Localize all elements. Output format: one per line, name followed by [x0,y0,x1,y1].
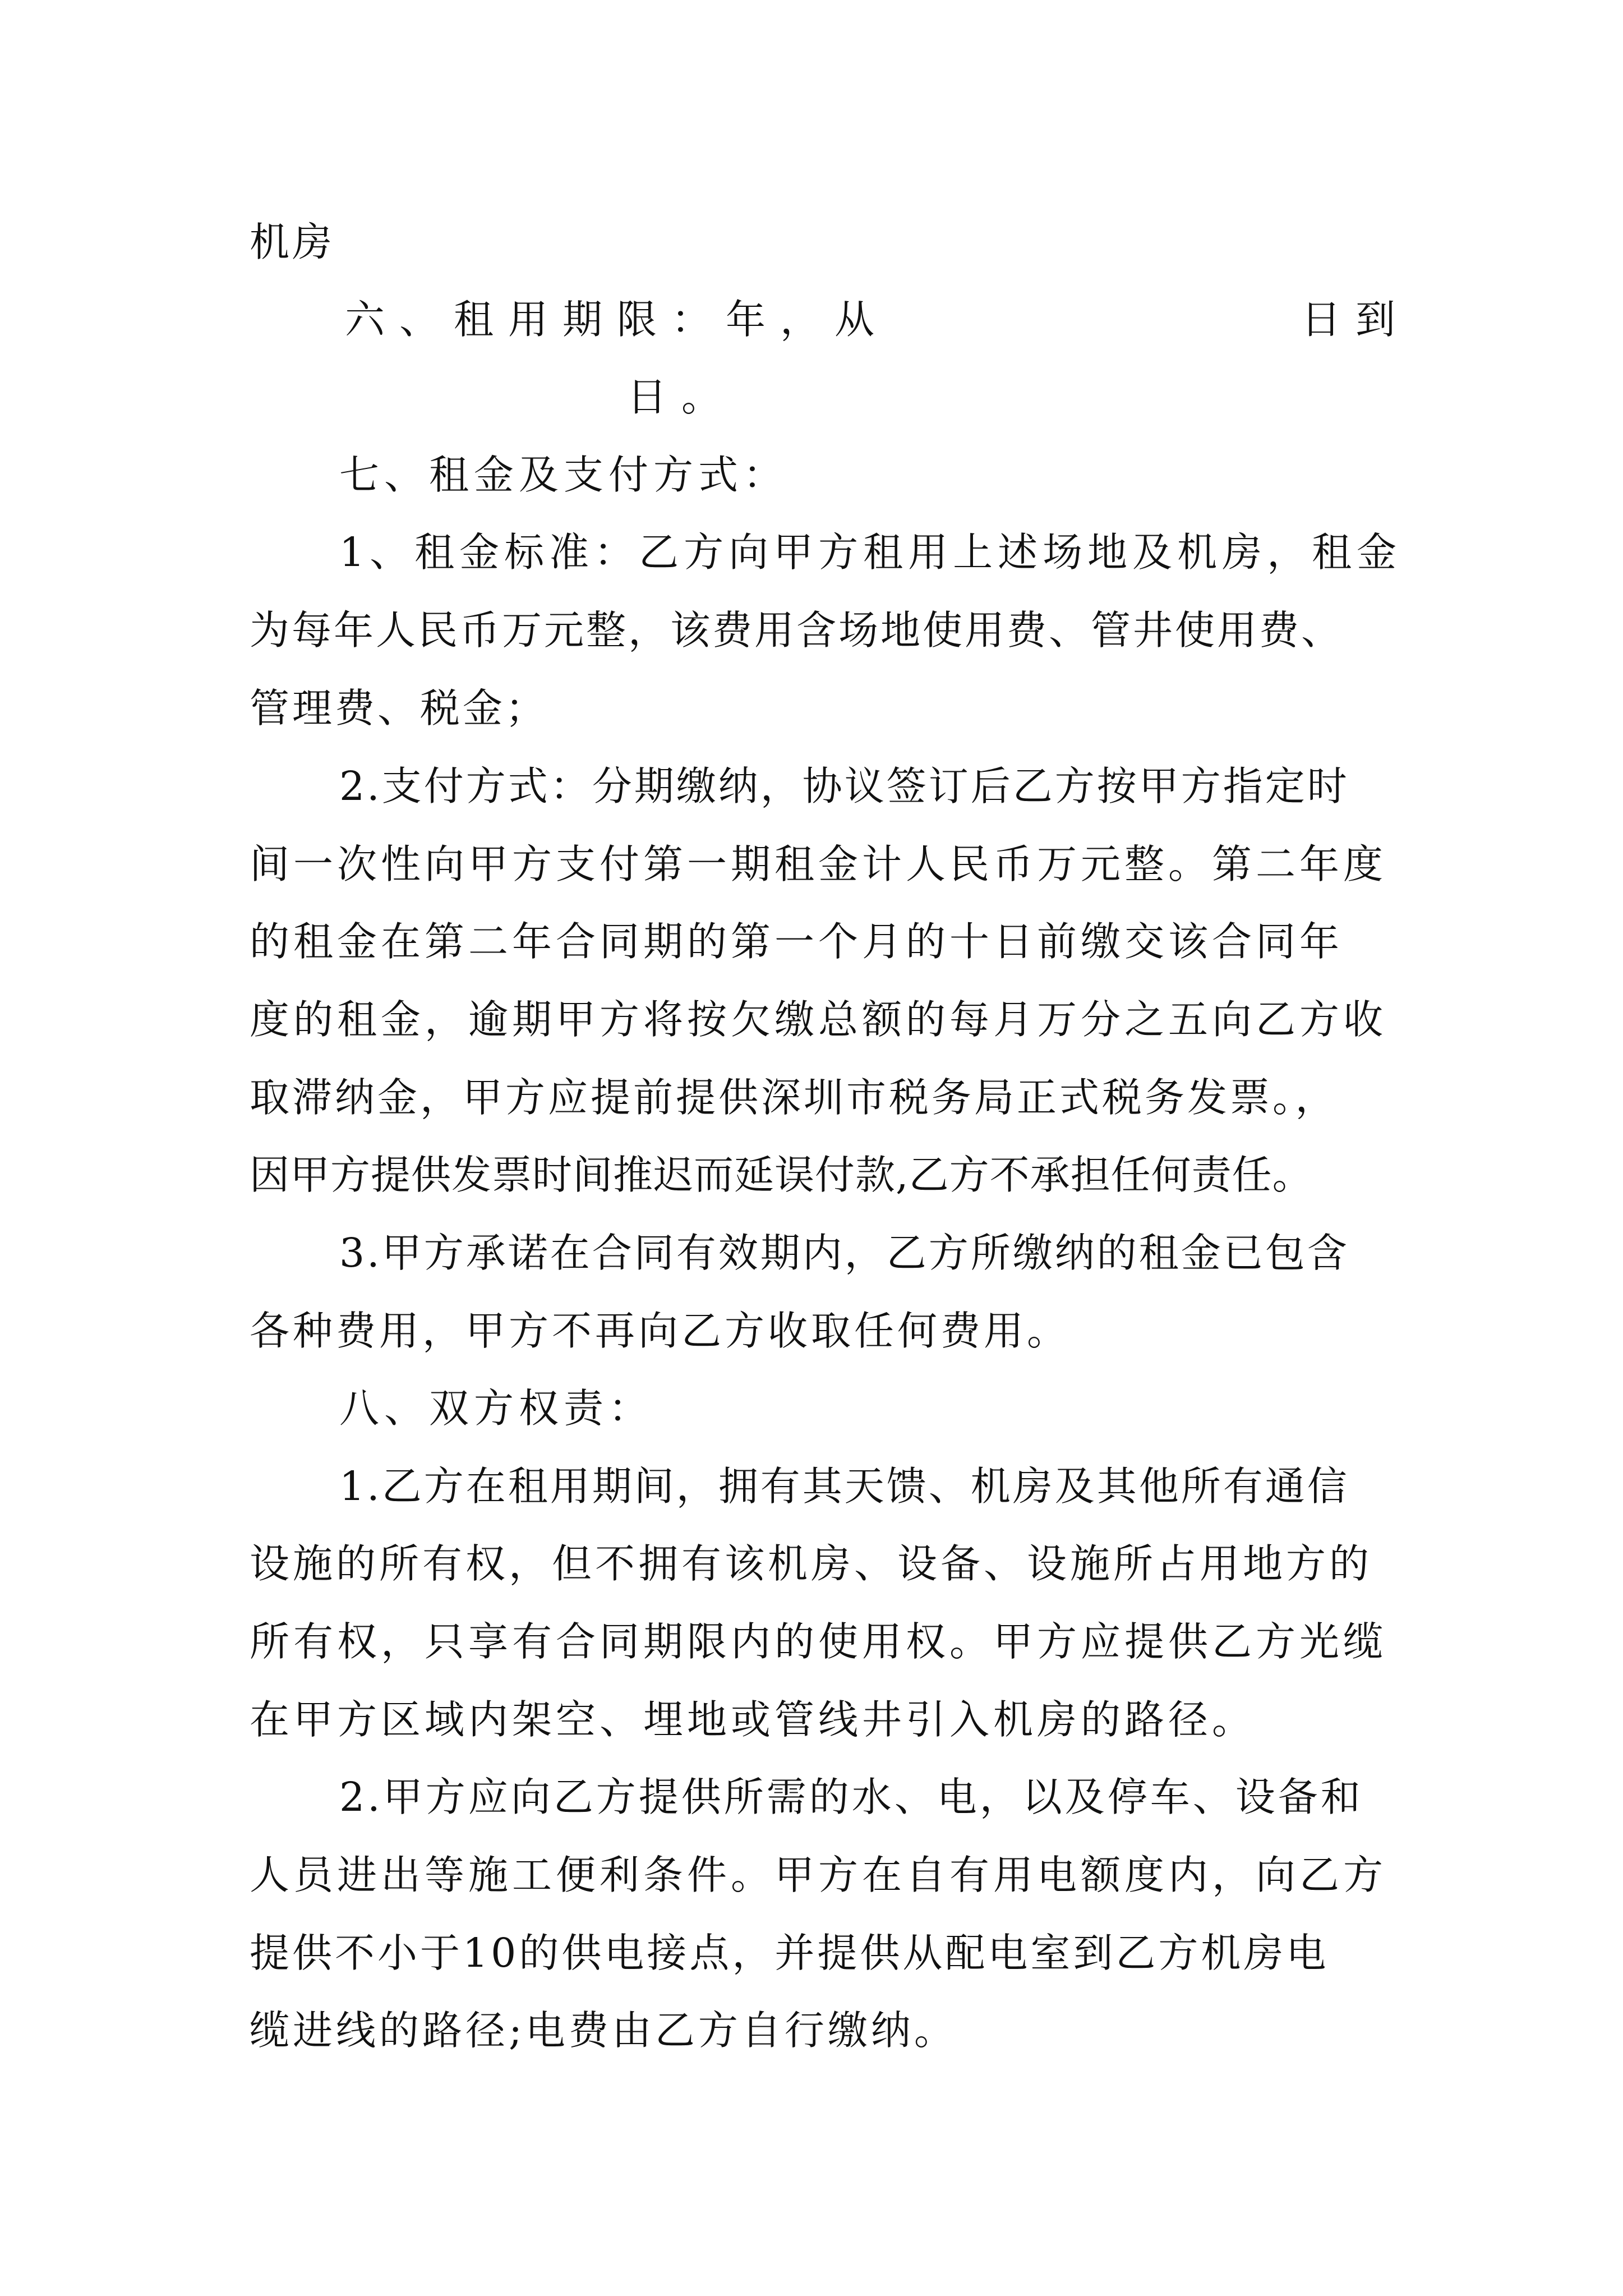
text-line: 机房 [250,219,335,265]
text-line: 间一次性向甲方支付第一期租金计人民币万元整。第二年度 [250,841,1387,887]
text-line: 1、租金标准：乙方向甲方租用上述场地及机房，租金 [339,529,1402,576]
text-line: 因甲方提供发票时间推迟而延误付款,乙方不承担任何责任。 [250,1152,1313,1198]
text-line: 2.甲方应向乙方提供所需的水、电，以及停车、设备和 [339,1774,1363,1820]
section-heading-term: 六、租用期限：年，从 [345,296,889,343]
text-line: 所有权，只享有合同期限内的使用权。甲方应提供乙方光缆 [250,1618,1387,1665]
text-line: 各种费用，甲方不再向乙方收取任何费用。 [250,1308,1071,1354]
text-line: 管理费、税金； [250,685,548,731]
text-line: 设施的所有权，但不拥有该机房、设备、设施所占用地方的 [250,1540,1373,1587]
text-line: 人员进出等施工便利条件。甲方在自有用电额度内，向乙方 [250,1852,1387,1898]
text-line: 在甲方区域内架空、埋地或管线井引入机房的路径。 [250,1696,1256,1743]
text-line: 为每年人民币万元整，该费用含场地使用费、管井使用费、 [250,607,1344,654]
section-heading-rent: 七、租金及支付方式： [339,452,789,498]
text-line: 1.乙方在租用期间，拥有其天馈、机房及其他所有通信 [339,1463,1349,1510]
text-line: 2.支付方式：分期缴纳，协议签订后乙方按甲方指定时 [339,763,1349,809]
text-line: 日。 [627,374,736,420]
section-heading-rights: 八、双方权责： [339,1385,654,1432]
text-line: 取滞纳金，甲方应提前提供深圳市税务局正式税务发票。， [250,1074,1338,1121]
text-line: 缆进线的路径;电费由乙方自行缴纳。 [250,2007,957,2054]
text-line: 3.甲方承诺在合同有效期内，乙方所缴纳的租金已包含 [339,1230,1349,1276]
text-line: 提供不小于10的供电接点，并提供从配电室到乙方机房电 [250,1930,1329,1976]
text-line: 度的租金，逾期甲方将按欠缴总额的每月万分之五向乙方收 [250,996,1387,1043]
text-line: 的租金在第二年合同期的第一个月的十日前缴交该合同年 [250,918,1344,965]
text-line: 日到 [1301,296,1410,343]
